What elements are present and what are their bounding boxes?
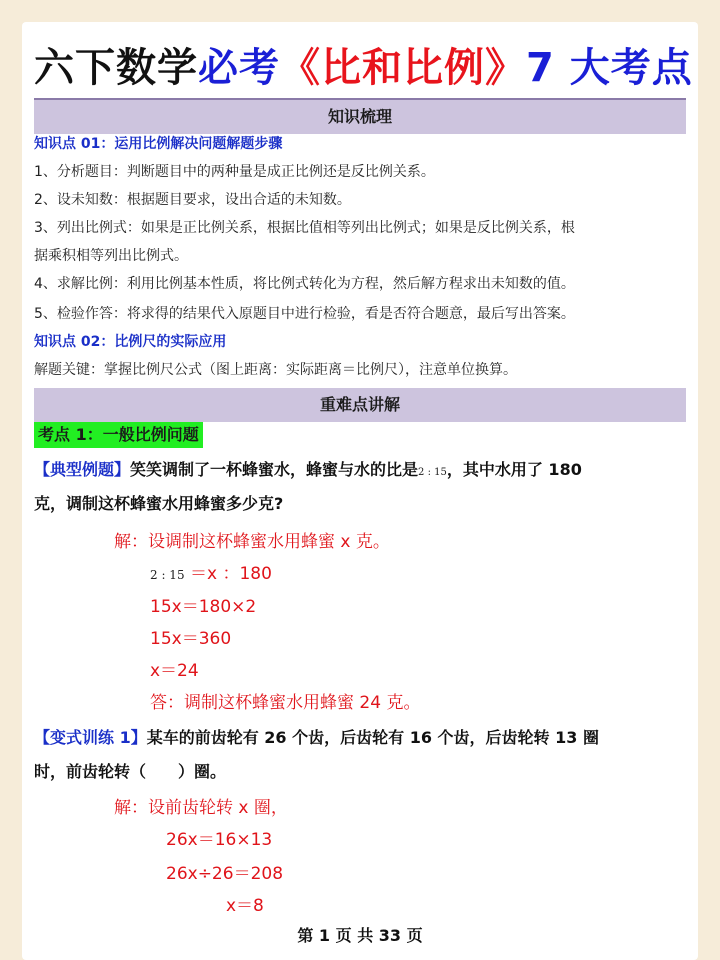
example-solution-line [150,562,272,587]
example-solution-line: 15x＝180×2 [150,597,257,617]
step-line: 1、分析题目：判断题目中的两种量是成正比例还是反比例关系。 [34,164,435,180]
knowledge-point-2-heading: 知识点 02：比例尺的实际应用 [34,334,227,350]
variant-solution-line: x＝8 [226,896,264,916]
example-question-line-1 [34,458,690,485]
document-page [22,22,698,960]
example-question-line-2: 克，调制这杯蜂蜜水用蜂蜜多少克? [34,494,284,513]
title-part-grade: 六下数学 [34,45,198,91]
example-text-b: ，其中水用了 180 [446,460,582,479]
knowledge-point-2-text: 解题关键：掌握比例尺公式（图上距离：实际距离＝比例尺），注意单位换算。 [34,362,517,378]
knowledge-point-1-heading: 知识点 01：运用比例解决问题解题步骤 [34,136,283,152]
example-solution-line: 15x＝360 [150,629,232,649]
variant-tag: 【变式训练 1】 [34,728,147,747]
step-line: 5、检验作答：将求得的结果代入原题目中进行检验，看是否符合题意，最后写出答案。 [34,306,575,322]
variant-text: 某车的前齿轮有 26 个齿，后齿轮有 16 个齿，后齿轮转 13 圈 [146,728,599,747]
step-line: 据乘积相等列出比例式。 [34,248,188,264]
variant-question-line-2: 时，前齿轮转（ ）圈。 [34,762,227,781]
example-solution-answer: 答：调制这杯蜂蜜水用蜂蜜 24 克。 [150,693,421,713]
variant-solution-line: 解：设前齿轮转 x 圈， [114,798,288,818]
variant-solution-line: 26x＝16×13 [166,830,273,850]
example-solution-text: ＝x ：180 [189,564,272,584]
example-tag: 【典型例题】 [34,460,131,479]
title-part-count: 7 大考点 [526,45,693,91]
variant-solution-line: 26x÷26＝208 [166,864,284,884]
kaodian-1-label: 考点 1：一般比例问题 [34,422,203,448]
example-solution-ratio: 2 : 15 [150,568,185,582]
page-footer: 第 1 页 共 33 页 [297,926,423,945]
step-line: 2、设未知数：根据题目要求，设出合适的未知数。 [34,192,351,208]
example-ratio: 2 : 15 [418,467,447,478]
step-line: 3、列出比例式：如果是正比例关系，根据比值相等列出比例式；如果是反比例关系，根 [34,220,575,236]
example-solution-line: x＝24 [150,661,199,681]
example-solution-line: 解：设调制这杯蜂蜜水用蜂蜜 x 克。 [114,532,390,552]
variant-question-line-1 [34,726,690,750]
title-part-topic: 《比和比例》 [280,45,526,91]
example-text-a: 笑笑调制了一杯蜂蜜水，蜂蜜与水的比是 [130,460,419,479]
title-part-required: 必考 [198,45,280,91]
section-banner-key-points: 重难点讲解 [34,388,686,422]
page-title [34,36,694,100]
section-banner-knowledge: 知识梳理 [34,100,686,134]
step-line: 4、求解比例：利用比例基本性质，将比例式转化为方程，然后解方程求出未知数的值。 [34,276,575,292]
